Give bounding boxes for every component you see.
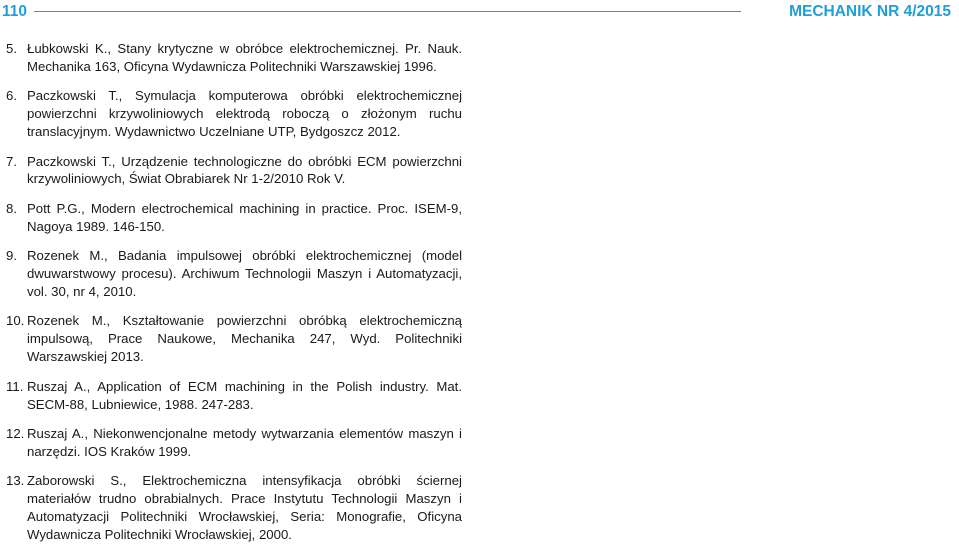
reference-number: 7. <box>6 153 17 169</box>
page-header <box>0 0 959 28</box>
reference-item <box>6 87 462 141</box>
reference-item <box>6 40 462 76</box>
reference-text: Ruszaj A., Application of ECM machining in the Polish industry. Mat. SECM-88, Lubniewice, 1988. 247-283. <box>27 378 462 412</box>
reference-text: Paczkowski T., Urządzenie technologiczne do obróbki ECM powierzchni krzywoliniowych, Świat Obrabiarek Nr 1-2/2010 Rok V. <box>27 153 462 187</box>
reference-item <box>6 312 462 366</box>
reference-number: 12. <box>6 425 25 441</box>
reference-item <box>6 247 462 301</box>
header-rule <box>34 11 741 12</box>
reference-item <box>6 153 462 189</box>
reference-number: 6. <box>6 88 17 104</box>
reference-item <box>6 200 462 236</box>
reference-number: 13. <box>6 473 25 489</box>
reference-text: Łubkowski K., Stany krytyczne w obróbce elektrochemicznej. Pr. Nauk. Mechanika 163, Oficyna Wydawnicza Politechniki Warszawskiej 1996. <box>27 41 462 74</box>
reference-text: Ruszaj A., Niekonwencjonalne metody wytwarzania elementów maszyn i narzędzi. IOS Kraków 1999. <box>27 425 462 459</box>
journal-title: MECHANIK NR 4/2015 <box>789 3 951 20</box>
reference-item <box>6 425 462 461</box>
reference-number: 9. <box>6 248 17 264</box>
reference-text: Pott P.G., Modern electrochemical machining in practice. Proc. ISEM-9, Nagoya 1989. 146-150. <box>27 200 462 234</box>
reference-item <box>6 472 462 544</box>
reference-text: Paczkowski T., Symulacja komputerowa obróbki elektrochemicznej powierzchni krzywoliniowych elektrodą roboczą o złożonym ruchu translacyjnym. Wydawnictwo Uczelniane UTP, Bydgoszcz 2012. <box>27 88 462 140</box>
reference-text: Zaborowski S., Elektrochemiczna intensyfikacja obróbki ściernej materiałów trudno obrabialnych. Prace Instytutu Technologii Maszyn i Automatyzacji Politechniki Wrocławskiej, Seria: Monografie, Oficyna Wydawnicza Politechniki Wrocławskiej, 2000. <box>27 473 462 542</box>
reference-text: Rozenek M., Kształtowanie powierzchni obróbką elektrochemiczną impulsową, Prace Naukowe, Mechanika 247, Wyd. Politechniki Warszawskiej 2013. <box>27 313 462 365</box>
reference-number: 10. <box>6 313 25 329</box>
reference-number: 8. <box>6 200 17 216</box>
reference-item <box>6 378 462 414</box>
reference-number: 11. <box>6 378 24 394</box>
reference-list <box>6 40 462 555</box>
page-number: 110 <box>2 3 28 20</box>
reference-text: Rozenek M., Badania impulsowej obróbki elektrochemicznej (model dwuwarstwowy procesu). Archiwum Technologii Maszyn i Automatyzacji, vol. 30, nr 4, 2010. <box>27 248 462 299</box>
reference-number: 5. <box>6 41 17 56</box>
